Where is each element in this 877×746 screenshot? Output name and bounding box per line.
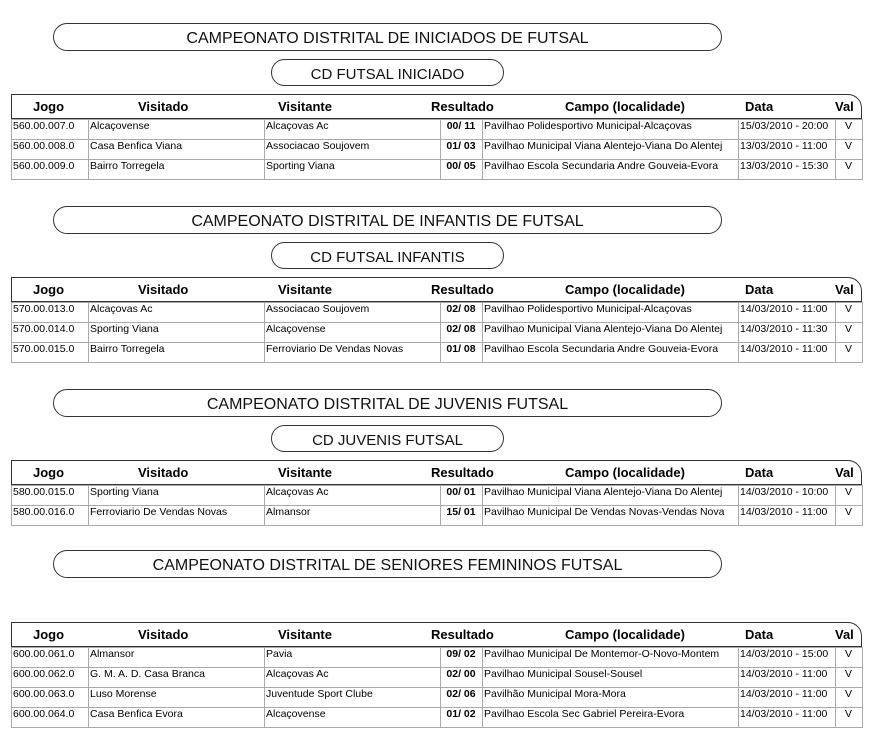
- header-val: Val: [835, 99, 854, 114]
- table-row: [12, 688, 863, 708]
- cell-val: V: [836, 708, 863, 728]
- header-visitante: Visitante: [278, 282, 332, 297]
- header-visitante: Visitante: [278, 627, 332, 642]
- cell-campo: Pavilhao Escola Secundaria Andre Gouveia-Evora: [483, 160, 739, 180]
- header-resultado: Resultado: [431, 282, 494, 297]
- cell-campo: Pavilhao Municipal Viana Alentejo-Viana Do Alentej: [483, 486, 739, 506]
- section-title: CAMPEONATO DISTRITAL DE JUVENIS FUTSAL: [53, 389, 722, 417]
- cell-jogo: 580.00.015.0: [12, 486, 89, 506]
- section-title: CAMPEONATO DISTRITAL DE INICIADOS DE FUTSAL: [53, 23, 722, 51]
- cell-visitante: Alcaçovense: [265, 708, 441, 728]
- cell-campo: Pavilhão Municipal Mora-Mora: [483, 688, 739, 708]
- cell-resultado: 00/ 01: [441, 486, 483, 506]
- header-jogo: Jogo: [33, 465, 65, 480]
- cell-jogo: 560.00.007.0: [12, 120, 89, 140]
- cell-val: V: [836, 343, 863, 363]
- cell-visitado: G. M. A. D. Casa Branca: [89, 668, 265, 688]
- table-row: [12, 140, 863, 160]
- cell-data: 14/03/2010 - 10:00: [739, 486, 836, 506]
- cell-data: 14/03/2010 - 15:00: [739, 648, 836, 668]
- table-row: [12, 668, 863, 688]
- header-jogo: Jogo: [33, 282, 65, 297]
- cell-resultado: 02/ 08: [441, 303, 483, 323]
- games-table: [11, 647, 863, 728]
- table-header: [11, 277, 862, 302]
- cell-visitado: Alcaçovas Ac: [89, 303, 265, 323]
- cell-visitante: Associacao Soujovem: [265, 140, 441, 160]
- cell-val: V: [836, 668, 863, 688]
- table-row: [12, 486, 863, 506]
- cell-data: 14/03/2010 - 11:00: [739, 343, 836, 363]
- header-val: Val: [835, 627, 854, 642]
- games-table: [11, 485, 863, 526]
- cell-visitado: Casa Benfica Evora: [89, 708, 265, 728]
- cell-visitado: Bairro Torregela: [89, 343, 265, 363]
- cell-visitante: Ferroviario De Vendas Novas: [265, 343, 441, 363]
- header-resultado: Resultado: [431, 465, 494, 480]
- header-campo: Campo (localidade): [565, 465, 685, 480]
- header-val: Val: [835, 282, 854, 297]
- cell-visitante: Alcaçovas Ac: [265, 120, 441, 140]
- games-table: [11, 302, 863, 363]
- cell-visitado: Sporting Viana: [89, 486, 265, 506]
- cell-jogo: 570.00.014.0: [12, 323, 89, 343]
- header-data: Data: [745, 282, 774, 297]
- cell-resultado: 02/ 06: [441, 688, 483, 708]
- cell-resultado: 00/ 05: [441, 160, 483, 180]
- table-header: [11, 460, 862, 485]
- cell-campo: Pavilhao Polidesportivo Municipal-Alcaçovas: [483, 303, 739, 323]
- cell-val: V: [836, 160, 863, 180]
- cell-jogo: 560.00.008.0: [12, 140, 89, 160]
- cell-resultado: 01/ 02: [441, 708, 483, 728]
- section-subtitle: CD JUVENIS FUTSAL: [271, 425, 504, 452]
- cell-visitado: Casa Benfica Viana: [89, 140, 265, 160]
- cell-data: 14/03/2010 - 11:30: [739, 323, 836, 343]
- table-row: [12, 160, 863, 180]
- table-row: [12, 343, 863, 363]
- header-visitante: Visitante: [278, 99, 332, 114]
- cell-jogo: 560.00.009.0: [12, 160, 89, 180]
- cell-jogo: 580.00.016.0: [12, 506, 89, 526]
- cell-jogo: 600.00.062.0: [12, 668, 89, 688]
- table-row: [12, 303, 863, 323]
- cell-visitado: Bairro Torregela: [89, 160, 265, 180]
- cell-jogo: 570.00.013.0: [12, 303, 89, 323]
- cell-val: V: [836, 303, 863, 323]
- cell-visitante: Alcaçovas Ac: [265, 668, 441, 688]
- cell-visitante: Almansor: [265, 506, 441, 526]
- cell-jogo: 600.00.064.0: [12, 708, 89, 728]
- cell-campo: Pavilhao Municipal Sousel-Sousel: [483, 668, 739, 688]
- cell-val: V: [836, 688, 863, 708]
- cell-campo: Pavilhao Municipal De Montemor-O-Novo-Montem: [483, 648, 739, 668]
- cell-data: 15/03/2010 - 20:00: [739, 120, 836, 140]
- table-header: [11, 94, 862, 119]
- header-visitado: Visitado: [138, 627, 189, 642]
- header-data: Data: [745, 627, 774, 642]
- cell-visitado: Ferroviario De Vendas Novas: [89, 506, 265, 526]
- header-val: Val: [835, 465, 854, 480]
- header-resultado: Resultado: [431, 627, 494, 642]
- table-row: [12, 120, 863, 140]
- header-jogo: Jogo: [33, 627, 65, 642]
- header-data: Data: [745, 99, 774, 114]
- table-header: [11, 622, 862, 647]
- cell-resultado: 09/ 02: [441, 648, 483, 668]
- cell-data: 13/03/2010 - 11:00: [739, 140, 836, 160]
- cell-visitante: Alcaçovense: [265, 323, 441, 343]
- section-subtitle: CD FUTSAL INFANTIS: [271, 242, 504, 269]
- cell-campo: Pavilhao Municipal De Vendas Novas-Vendas Nova: [483, 506, 739, 526]
- section-subtitle: CD FUTSAL INICIADO: [271, 59, 504, 86]
- header-visitado: Visitado: [138, 465, 189, 480]
- header-campo: Campo (localidade): [565, 627, 685, 642]
- table-row: [12, 323, 863, 343]
- cell-resultado: 02/ 08: [441, 323, 483, 343]
- games-table: [11, 119, 863, 180]
- cell-resultado: 01/ 03: [441, 140, 483, 160]
- table-row: [12, 648, 863, 668]
- cell-val: V: [836, 323, 863, 343]
- cell-campo: Pavilhao Municipal Viana Alentejo-Viana Do Alentej: [483, 323, 739, 343]
- cell-val: V: [836, 506, 863, 526]
- cell-jogo: 570.00.015.0: [12, 343, 89, 363]
- cell-val: V: [836, 648, 863, 668]
- cell-campo: Pavilhao Escola Sec Gabriel Pereira-Evora: [483, 708, 739, 728]
- cell-visitante: Sporting Viana: [265, 160, 441, 180]
- header-visitado: Visitado: [138, 282, 189, 297]
- cell-resultado: 01/ 08: [441, 343, 483, 363]
- cell-visitante: Alcaçovas Ac: [265, 486, 441, 506]
- cell-data: 14/03/2010 - 11:00: [739, 303, 836, 323]
- cell-visitante: Pavia: [265, 648, 441, 668]
- table-row: [12, 708, 863, 728]
- cell-visitado: Almansor: [89, 648, 265, 668]
- cell-visitante: Juventude Sport Clube: [265, 688, 441, 708]
- header-jogo: Jogo: [33, 99, 65, 114]
- header-data: Data: [745, 465, 774, 480]
- cell-data: 14/03/2010 - 11:00: [739, 688, 836, 708]
- cell-jogo: 600.00.063.0: [12, 688, 89, 708]
- cell-visitante: Associacao Soujovem: [265, 303, 441, 323]
- header-campo: Campo (localidade): [565, 99, 685, 114]
- header-visitante: Visitante: [278, 465, 332, 480]
- cell-visitado: Luso Morense: [89, 688, 265, 708]
- cell-data: 13/03/2010 - 15:30: [739, 160, 836, 180]
- header-resultado: Resultado: [431, 99, 494, 114]
- cell-data: 14/03/2010 - 11:00: [739, 668, 836, 688]
- cell-resultado: 00/ 11: [441, 120, 483, 140]
- section-title: CAMPEONATO DISTRITAL DE SENIORES FEMININOS FUTSAL: [53, 550, 722, 578]
- table-row: [12, 506, 863, 526]
- cell-visitado: Sporting Viana: [89, 323, 265, 343]
- cell-data: 14/03/2010 - 11:00: [739, 708, 836, 728]
- cell-campo: Pavilhao Escola Secundaria Andre Gouveia-Evora: [483, 343, 739, 363]
- cell-val: V: [836, 486, 863, 506]
- cell-visitado: Alcaçovense: [89, 120, 265, 140]
- cell-data: 14/03/2010 - 11:00: [739, 506, 836, 526]
- header-visitado: Visitado: [138, 99, 189, 114]
- cell-jogo: 600.00.061.0: [12, 648, 89, 668]
- cell-campo: Pavilhao Municipal Viana Alentejo-Viana Do Alentej: [483, 140, 739, 160]
- cell-campo: Pavilhao Polidesportivo Municipal-Alcaçovas: [483, 120, 739, 140]
- cell-val: V: [836, 140, 863, 160]
- cell-resultado: 02/ 00: [441, 668, 483, 688]
- cell-val: V: [836, 120, 863, 140]
- cell-resultado: 15/ 01: [441, 506, 483, 526]
- section-title: CAMPEONATO DISTRITAL DE INFANTIS DE FUTSAL: [53, 206, 722, 234]
- header-campo: Campo (localidade): [565, 282, 685, 297]
